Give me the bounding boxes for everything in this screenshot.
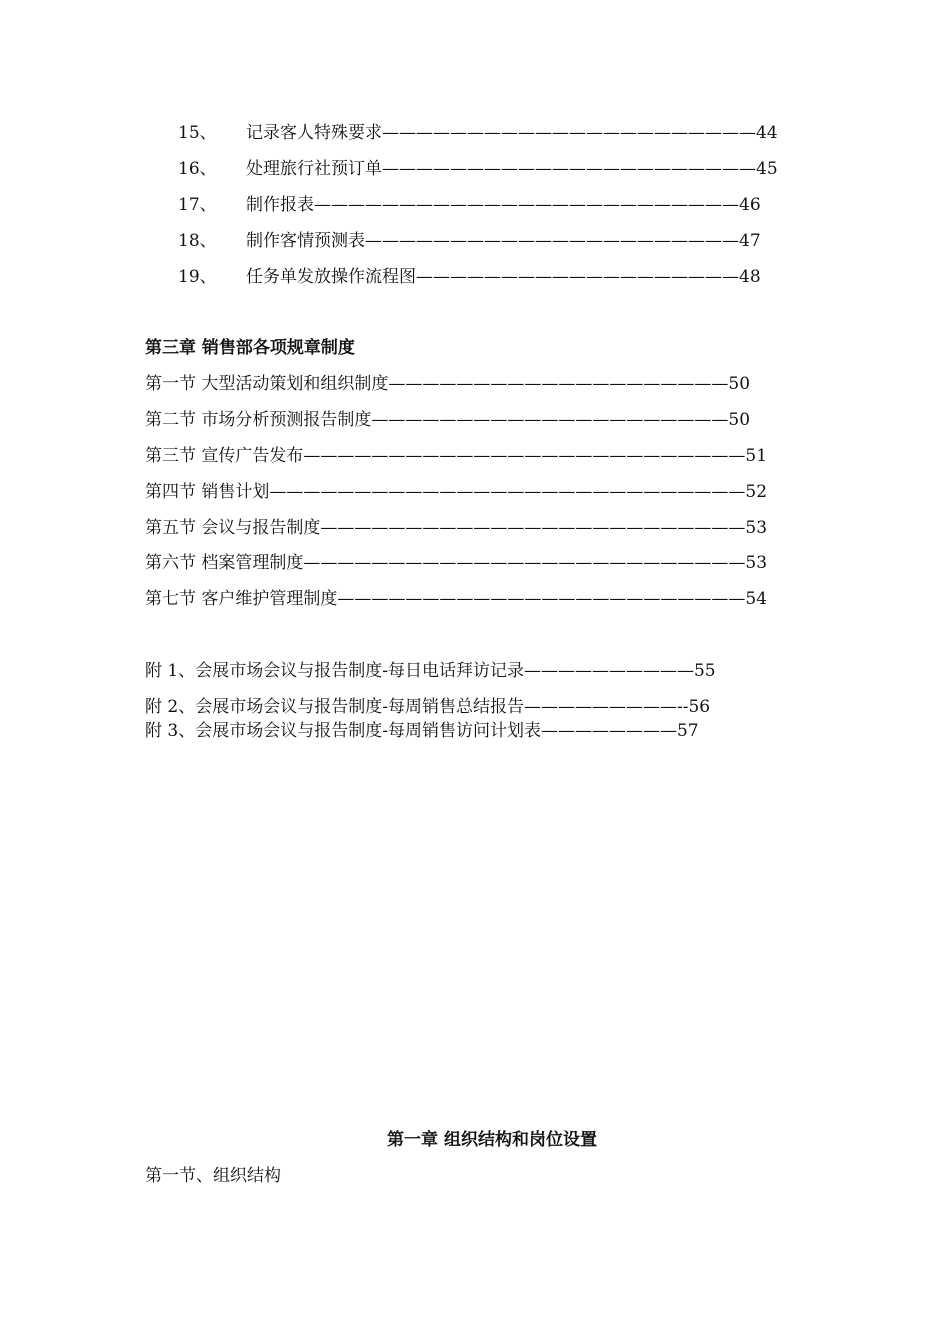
toc-item-text: 制作客情预测表——————————————————————47 — [246, 231, 761, 251]
toc-section-6: 第六节 档案管理制度——————————————————————————53 — [145, 553, 768, 573]
toc-section-7: 第七节 客户维护管理制度————————————————————————54 — [145, 589, 768, 609]
toc-item-17 — [178, 194, 761, 216]
toc-section-2: 第二节 市场分析预测报告制度—————————————————————50 — [145, 410, 751, 430]
toc-section-3: 第三节 宣传广告发布——————————————————————————51 — [145, 446, 768, 466]
chapter-1-title: 第一章 组织结构和岗位设置 — [387, 1130, 597, 1150]
toc-item-number: 19、 — [178, 267, 217, 287]
toc-item-text: 制作报表—————————————————————————46 — [246, 195, 761, 215]
chapter-3-title: 第三章 销售部各项规章制度 — [145, 338, 355, 358]
toc-item-number: 16、 — [178, 159, 217, 179]
toc-item-19 — [178, 266, 761, 288]
appendix-3: 附 3、会展市场会议与报告制度-每周销售访问计划表————————57 — [145, 721, 699, 741]
toc-section-5: 第五节 会议与报告制度—————————————————————————53 — [145, 518, 768, 538]
toc-section-1: 第一节 大型活动策划和组织制度————————————————————50 — [145, 374, 751, 394]
toc-item-15 — [178, 122, 778, 144]
toc-item-number: 18、 — [178, 231, 217, 251]
section-1-title: 第一节、组织结构 — [145, 1166, 281, 1186]
toc-item-number: 15、 — [178, 123, 217, 143]
toc-item-16 — [178, 158, 778, 180]
toc-item-number: 17、 — [178, 195, 217, 215]
toc-item-text: 处理旅行社预订单——————————————————————45 — [246, 159, 778, 179]
toc-item-text: 记录客人特殊要求——————————————————————44 — [246, 123, 778, 143]
appendix-1: 附 1、会展市场会议与报告制度-每日电话拜访记录——————————55 — [145, 661, 716, 681]
toc-item-text: 任务单发放操作流程图———————————————————48 — [246, 267, 761, 287]
toc-section-4: 第四节 销售计划————————————————————————————52 — [145, 482, 768, 502]
appendix-2: 附 2、会展市场会议与报告制度-每周销售总结报告—————————--56 — [145, 697, 711, 717]
toc-item-18 — [178, 230, 761, 252]
